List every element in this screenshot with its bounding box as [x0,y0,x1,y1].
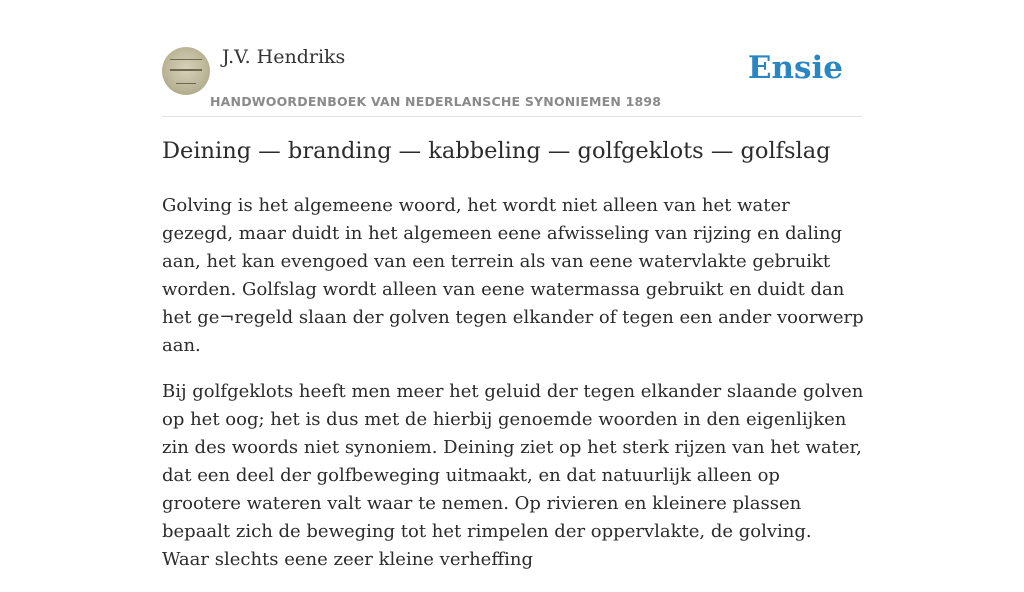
source-title[interactable]: HANDWOORDENBOEK VAN NEDERLANSCHE SYNONIEMEN 1898 [210,94,662,109]
paragraph: Bij golfgeklots heeft men meer het geluid der tegen elkander slaande golven op het oog; het is dus met de hierbij genoemde woorden in den eigenlijken zin des woords niet synoniem. Deining ziet op het sterk rijzen van het water, dat een deel der golfbeweging uitmaakt, en dat natuurlijk alleen op grootere wateren valt waar te nemen. Op rivieren en kleinere plassen bepaalt zich de beweging tot het rimpelen der oppervlakte, de golving. Waar slechts eene zeer kleine verheffing [162,381,864,570]
author-name[interactable]: J.V. Hendriks [222,46,346,68]
header [162,0,862,117]
page-title: Deining — branding — kabbeling — golfgeklots — golfslag [162,138,831,164]
ensie-logo[interactable]: Ensie [747,50,843,86]
paragraph: Golving is het algemeene woord, het wordt niet alleen van het water gezegd, maar duidt in het algemeen eene afwisseling van rijzing en daling aan, het kan evengoed van een terrein als van eene watervlakte gebruikt worden. Golfslag wordt alleen van eene watermassa gebruikt en duidt dan het ge¬regeld slaan der golven tegen elkander of tegen een ander voorwerp aan. [162,195,864,356]
article-body [162,192,864,592]
page [162,0,864,570]
book-cover-avatar[interactable] [162,47,210,95]
